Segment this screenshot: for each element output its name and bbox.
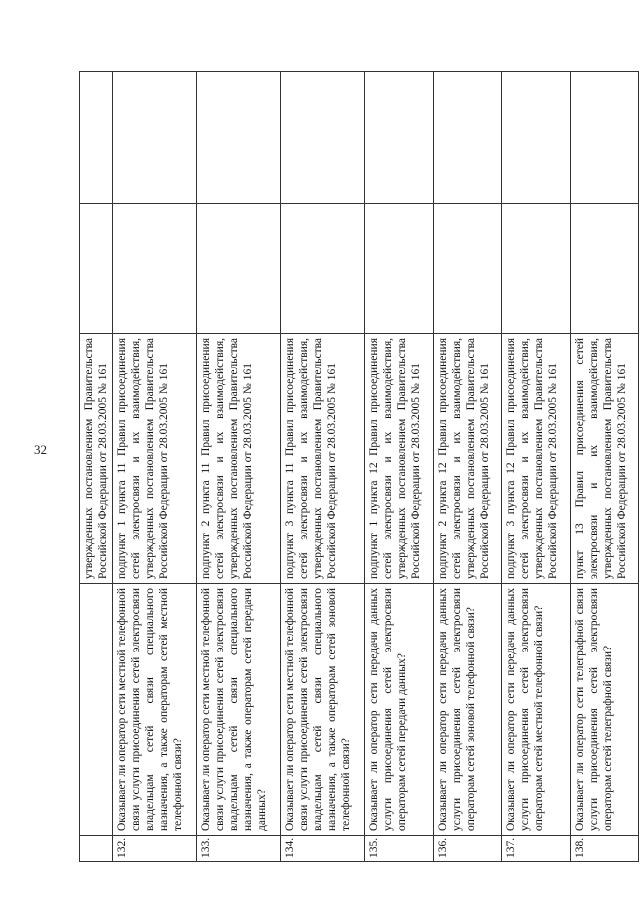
table-row	[281, 72, 365, 862]
row-legal-basis: подпункт 1 пункта 12 Правил присоединения сетей электросвязи и их взаимодействия, утвержденных постановлением Правительства Российской Федерации от 28.03.2005 № 161	[365, 334, 433, 584]
row-legal-basis: пункт 13 Правил присоединения сетей электросвязи и их взаимодействия, утвержденных постановлением Правительства Российской Федерации от 28.03.2005 № 161	[570, 334, 638, 584]
cell-blank	[433, 72, 501, 204]
row-question: Оказывает ли оператор сети передачи данных услуги присоединения сетей электросвязи операторам сетей зоновой телефонной связи?	[433, 584, 501, 836]
cell-blank	[502, 72, 570, 204]
cell-blank	[281, 204, 365, 334]
cell-question	[80, 584, 113, 836]
row-question: Оказывает ли оператор сети местной телефонной связи услуги присоединения сетей электросвязи владельцам сетей связи специального назначения, а также операторам сетей местной телефонной связи?	[113, 584, 197, 836]
row-number: 133.	[197, 836, 281, 862]
cell-blank	[113, 72, 197, 204]
row-legal-basis: подпункт 2 пункта 11 Правил присоединения сетей электросвязи и их взаимодействия, утвержденных постановлением Правительства Российской Федерации от 28.03.2005 № 161	[197, 334, 281, 584]
row-legal-basis: подпункт 2 пункта 12 Правил присоединения сетей электросвязи и их взаимодействия, утвержденных постановлением Правительства Российской Федерации от 28.03.2005 № 161	[433, 334, 501, 584]
cell-blank	[570, 72, 638, 204]
cell-blank	[197, 72, 281, 204]
table-row	[113, 72, 197, 862]
table-row	[502, 72, 570, 862]
cell-blank	[365, 204, 433, 334]
row-number: 137.	[502, 836, 570, 862]
cell-blank	[80, 204, 113, 334]
cell-blank	[433, 204, 501, 334]
row-number: 136.	[433, 836, 501, 862]
cell-basis: утвержденных постановлением Правительства Российской Федерации от 28.03.2005 № 161	[80, 334, 113, 584]
row-question: Оказывает ли оператор сети телеграфной связи услуги присоединения сетей электросвязи операторам сетей телеграфной связи?	[570, 584, 638, 836]
cell-blank	[570, 204, 638, 334]
cell-blank	[197, 204, 281, 334]
table-row	[570, 72, 638, 862]
table-row	[365, 72, 433, 862]
table-row	[197, 72, 281, 862]
row-question: Оказывает ли оператор сети местной телефонной связи услуги присоединения сетей электросвязи владельцам сетей связи специального назначения, а также операторам сетей передачи данных?	[197, 584, 281, 836]
row-number: 135.	[365, 836, 433, 862]
row-number: 132.	[113, 836, 197, 862]
row-question: Оказывает ли оператор сети передачи данных услуги присоединения сетей электросвязи операторам сетей местной телефонной связи?	[502, 584, 570, 836]
row-question: Оказывает ли оператор сети местной телефонной связи услуги присоединения сетей электросвязи владельцам сетей связи специального назначения, а также операторам сетей зоновой телефонной связи?	[281, 584, 365, 836]
table-row-continuation	[80, 72, 113, 862]
row-legal-basis: подпункт 3 пункта 11 Правил присоединения сетей электросвязи и их взаимодействия, утвержденных постановлением Правительства Российской Федерации от 28.03.2005 № 161	[281, 334, 365, 584]
cell-blank	[80, 72, 113, 204]
cell-blank	[113, 204, 197, 334]
cell-blank	[281, 72, 365, 204]
row-legal-basis: подпункт 3 пункта 12 Правил присоединения сетей электросвязи и их взаимодействия, утвержденных постановлением Правительства Российской Федерации от 28.03.2005 № 161	[502, 334, 570, 584]
requirements-table	[79, 71, 639, 862]
cell-blank	[365, 72, 433, 204]
table-row	[433, 72, 501, 862]
row-number: 138.	[570, 836, 638, 862]
page-number: 32	[34, 442, 47, 457]
row-legal-basis: подпункт 1 пункта 11 Правил присоединения сетей электросвязи и их взаимодействия, утвержденных постановлением Правительства Российской Федерации от 28.03.2005 № 161	[113, 334, 197, 584]
cell-num	[80, 836, 113, 862]
cell-blank	[502, 204, 570, 334]
rotated-table-page	[79, 72, 639, 862]
row-number: 134.	[281, 836, 365, 862]
row-question: Оказывает ли оператор сети передачи данных услуги присоединения сетей электросвязи операторам сетей передачи данных?	[365, 584, 433, 836]
